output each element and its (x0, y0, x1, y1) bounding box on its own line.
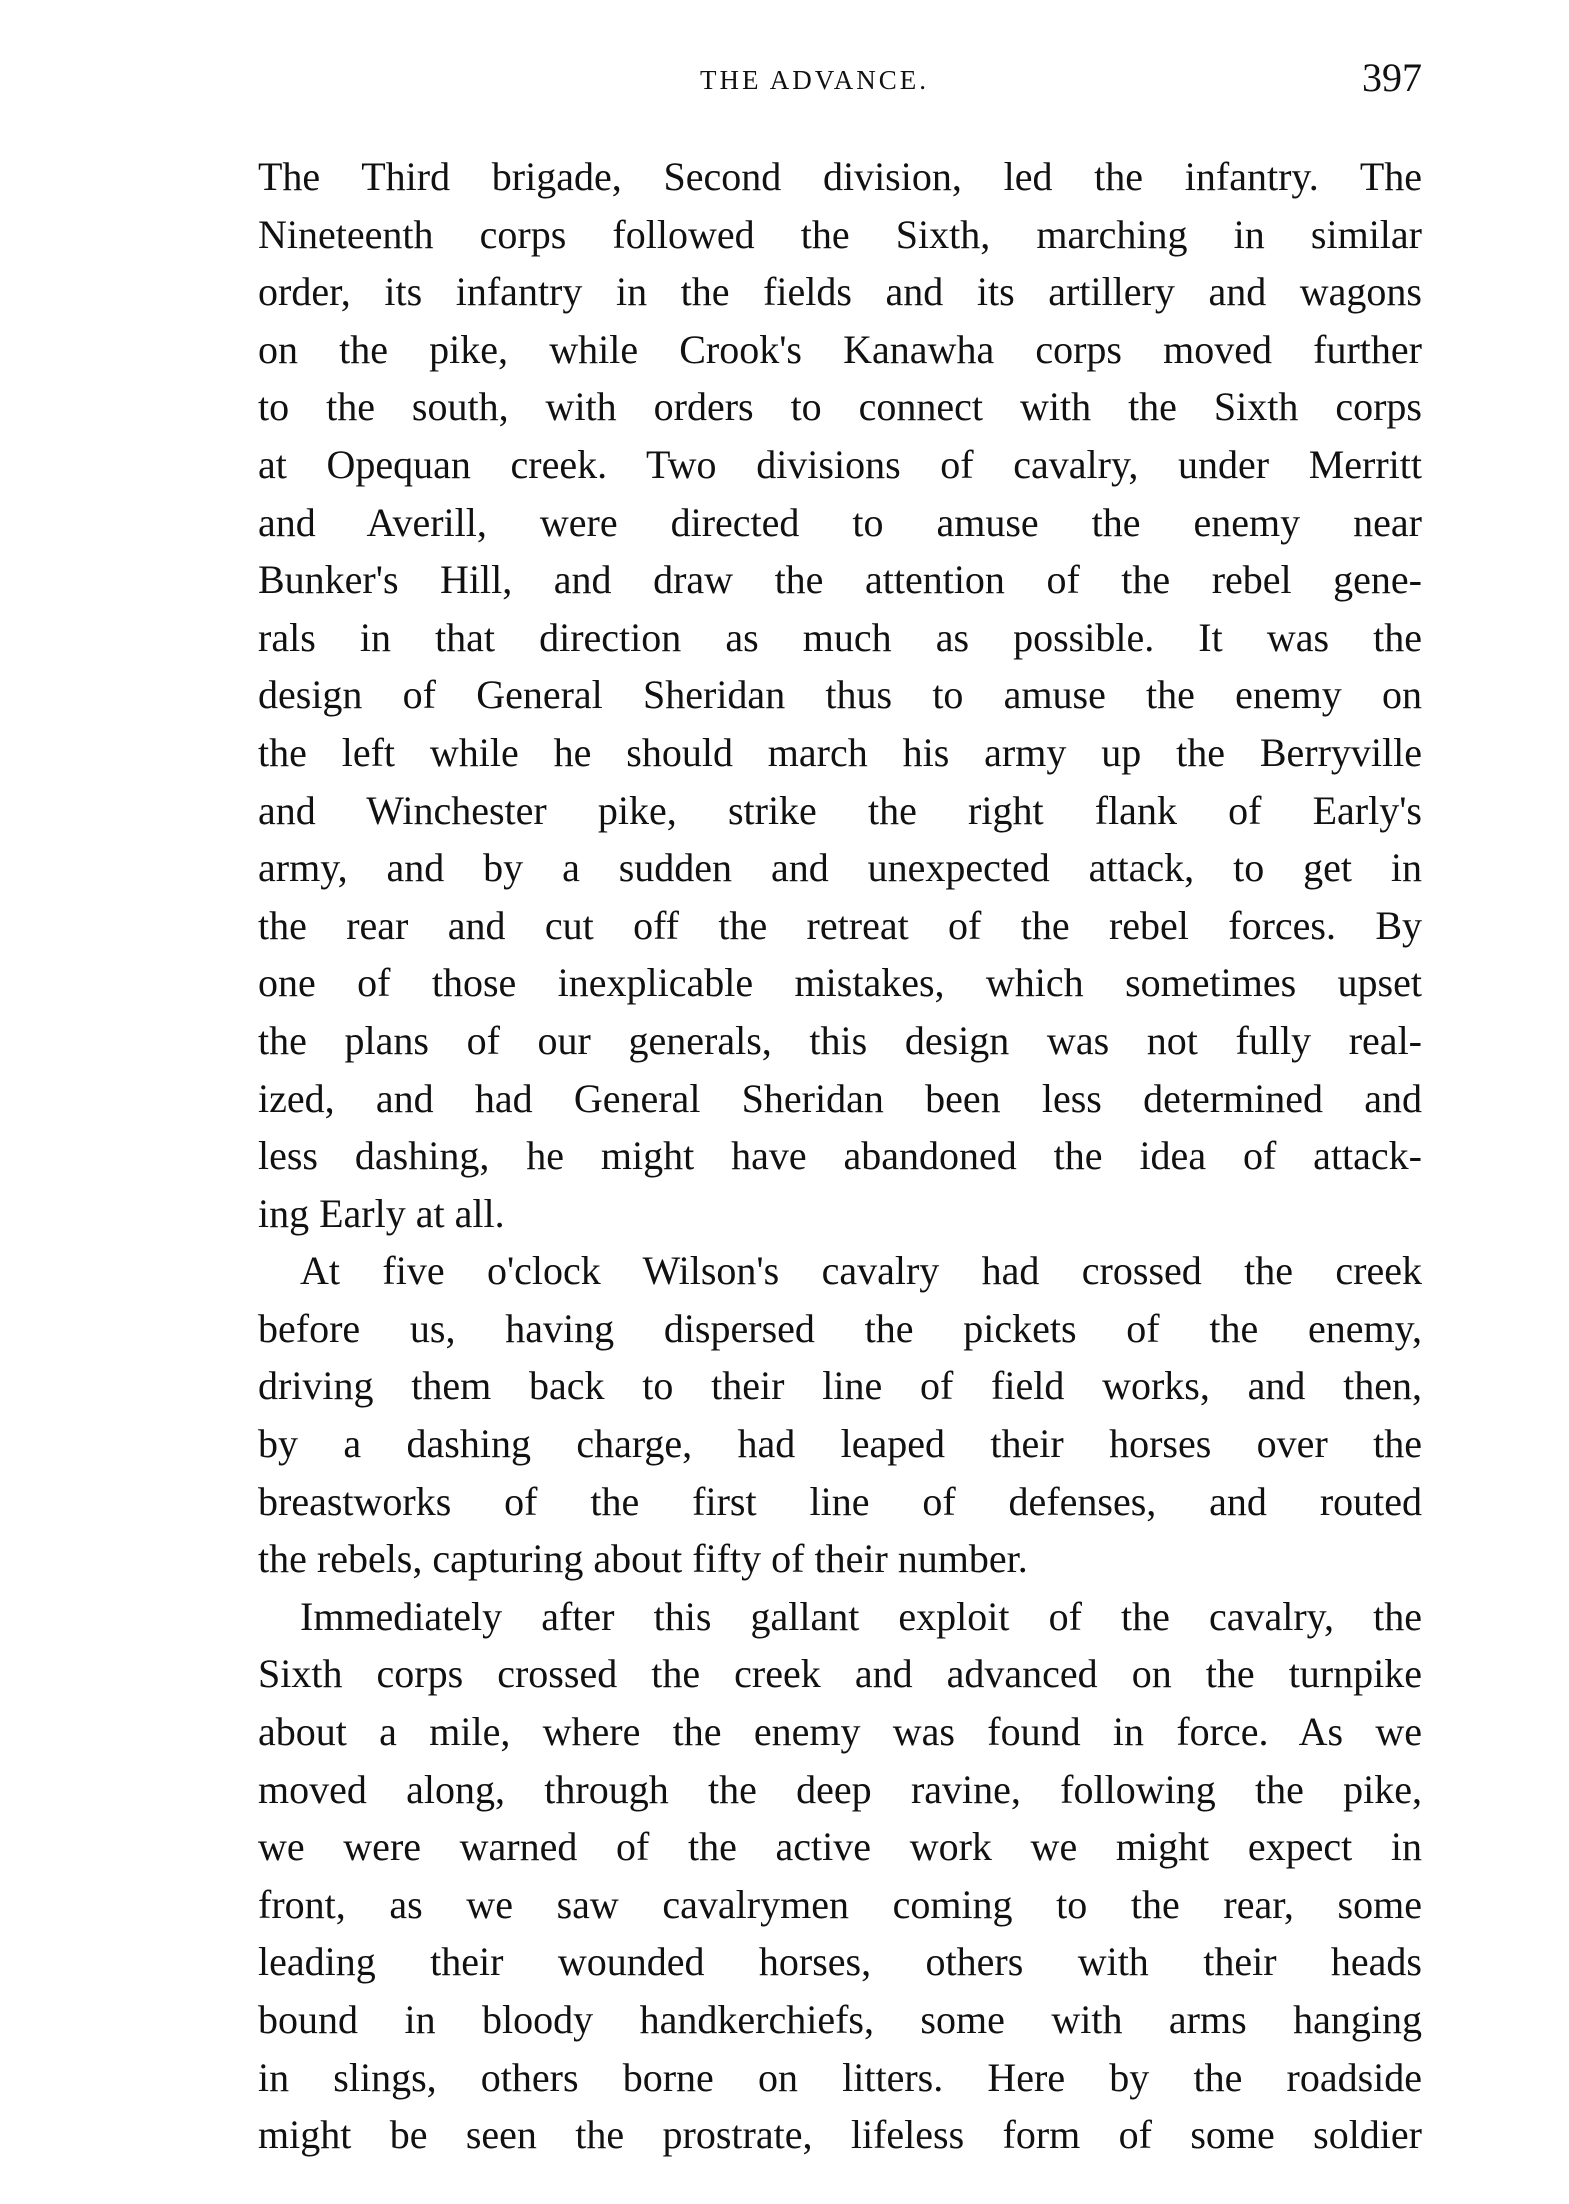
text-line: bound in bloody handkerchiefs, some with arms hanging (258, 1997, 1422, 2042)
text-line: At five o'clock Wilson's cavalry had crossed the creek (300, 1248, 1422, 1294)
page-number: 397 (1362, 55, 1422, 100)
text-line: driving them back to their line of field works, and then, (258, 1363, 1422, 1409)
text-line: on the pike, while Crook's Kanawha corps moved further (258, 326, 1422, 372)
text-line: might be seen the prostrate, lifeless form of some soldier (258, 2112, 1422, 2158)
text-line: Immediately after this gallant exploit of the cavalry, the (300, 1593, 1422, 1639)
text-line: the rebels, capturing about fifty of their number. (258, 1536, 1028, 1582)
text-line: less dashing, he might have abandoned the idea of attack- (258, 1133, 1422, 1179)
text-line: design of General Sheridan thus to amuse the enemy on (258, 672, 1422, 718)
text-line: to the south, with orders to connect with the Sixth corps (258, 384, 1422, 430)
text-line: at Opequan creek. Two divisions of cavalry, under Merritt (258, 441, 1422, 487)
text-line: the left while he should march his army up the Berryville (258, 729, 1422, 775)
paragraph (258, 148, 1422, 1242)
text-line: the plans of our generals, this design was not fully real- (258, 1017, 1422, 1063)
text-line: Sixth corps crossed the creek and advanced on the turnpike (258, 1651, 1422, 1697)
text-line: about a mile, where the enemy was found in force. As we (258, 1709, 1422, 1755)
body-text (258, 148, 1422, 2164)
text-line: Bunker's Hill, and draw the attention of the rebel gene- (258, 557, 1422, 603)
running-head: THE ADVANCE. (700, 65, 930, 95)
text-line: rals in that direction as much as possible. It was the (258, 614, 1422, 660)
text-line: by a dashing charge, had leaped their horses over the (258, 1421, 1422, 1467)
text-line: ized, and had General Sheridan been less determined and (258, 1075, 1422, 1121)
text-line: leading their wounded horses, others with their heads (258, 1939, 1422, 1985)
text-line: one of those inexplicable mistakes, which sometimes upset (258, 960, 1422, 1006)
text-line: order, its infantry in the fields and its artillery and wagons (258, 269, 1422, 315)
text-line: before us, having dispersed the pickets of the enemy, (258, 1305, 1422, 1351)
paragraph (258, 1588, 1422, 2164)
text-line: army, and by a sudden and unexpected attack, to get in (258, 845, 1422, 891)
text-line: Nineteenth corps followed the Sixth, marching in similar (258, 211, 1422, 257)
text-line: front, as we saw cavalrymen coming to the rear, some (258, 1881, 1422, 1927)
text-line: the rear and cut off the retreat of the rebel forces. By (258, 902, 1422, 948)
text-line: moved along, through the deep ravine, following the pike, (258, 1766, 1422, 1812)
text-line: breastworks of the first line of defenses, and routed (258, 1478, 1422, 1524)
text-line: ing Early at all. (258, 1190, 505, 1236)
text-line: The Third brigade, Second division, led the infantry. The (258, 154, 1422, 199)
paragraph (258, 1242, 1422, 1588)
text-line: we were warned of the active work we might expect in (258, 1824, 1422, 1870)
text-line: in slings, others borne on litters. Here by the roadside (258, 2054, 1422, 2100)
text-line: and Winchester pike, strike the right flank of Early's (258, 787, 1422, 833)
text-line: and Averill, were directed to amuse the enemy near (258, 499, 1422, 545)
